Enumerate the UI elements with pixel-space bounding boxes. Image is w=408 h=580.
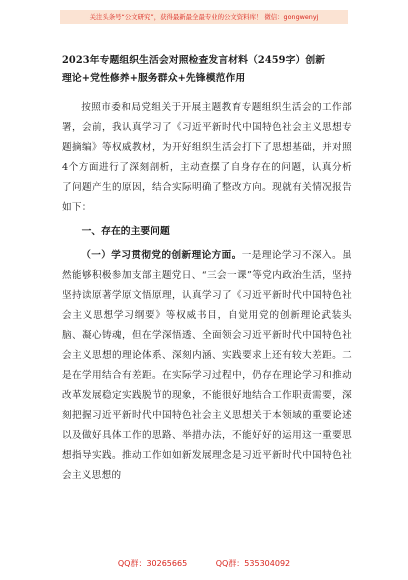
subsection-lead: （一）学习贯彻党的创新理论方面。	[81, 250, 242, 261]
document-title-line1: 2023年专题组织生活会对照检查发言材料（2459字）创新	[62, 55, 326, 66]
top-banner: 关注头条号“公文研究”，获得最新最全最专业的公文资料库！ 微信：gongwenyj	[60, 10, 348, 24]
subsection-paragraph	[62, 246, 352, 486]
document-body	[62, 52, 352, 486]
footer-qq-group-1: QQ群：30265665	[117, 559, 188, 568]
footer	[0, 558, 408, 569]
footer-qq-group-2: QQ群：535304092	[215, 559, 291, 568]
subsection-text: 一是理论学习不深入。虽然能够积极参加支部主题党日、“三会一课”等党内政治生活，坚持坚持读原著学原文悟原理，认真学习了《习近平新时代中国特色社会主义思想学习纲要》等权威书目，自觉用党的创新理论武装头脑、凝心铸魂，但在学深悟透、全面领会习近平新时代中国特色社会主义思想的理论体系、深刻内涵、实践要求上还有较大差距。二是在学用结合有差距。在实际学习过程中，仍存在理论学习和推动改革发展稳定实践脱节的现象，不能很好地结合工作职责需要，深刻把握习近平新时代中国特色社会主义思想关于本领域的重要论述以及做好具体工作的思路、举措办法，不能好好的运用这一重要思想指导实践。推动工作如如新发展理念是习近平新时代中国特色社会主义思想的	[62, 250, 352, 481]
section-heading: 一、存在的主要问题	[81, 226, 170, 237]
intro-paragraph: 按照市委和局党组关于开展主题教育专题组织生活会的工作部署，会前，我认真学习了《习近平新时代中国特色社会主义思想专题摘编》等权威教材，为开好组织生活会打下了思想基础，并对照4个方面进行了深刻剖析，主动查摆了自身存在的问题，认真分析了问题产生的原因，结合实际明确了整改方向。现就有关情况报告如下：	[62, 102, 352, 213]
document-title-line2: 理论+党性修养+服务群众+先锋模范作用	[62, 73, 246, 84]
